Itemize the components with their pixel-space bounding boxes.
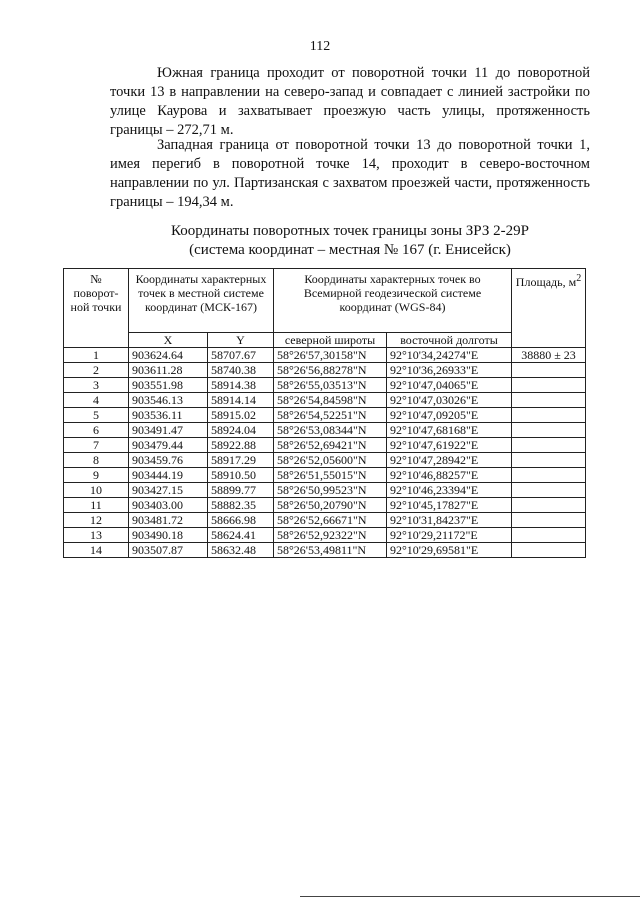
point-number-cell: 10 [64, 483, 129, 498]
header-area [512, 269, 586, 348]
y-cell: 58740.38 [208, 363, 274, 378]
table-row [64, 543, 586, 558]
header-wgs-coordinates: Координаты характерных точек во Всемирной геодезической системе координат (WGS-84) [274, 269, 512, 333]
x-cell: 903459.76 [129, 453, 208, 468]
x-cell: 903551.98 [129, 378, 208, 393]
header-point-number: № поворот- ной точки [64, 269, 129, 348]
y-cell: 58924.04 [208, 423, 274, 438]
area-cell [512, 528, 586, 543]
longitude-cell: 92°10'29,21172"E [387, 528, 512, 543]
area-cell: 38880 ± 23 [512, 348, 586, 363]
latitude-cell: 58°26'56,88278"N [274, 363, 387, 378]
point-number-cell: 6 [64, 423, 129, 438]
area-cell [512, 423, 586, 438]
longitude-cell: 92°10'34,24274"E [387, 348, 512, 363]
point-number-cell: 5 [64, 408, 129, 423]
area-cell [512, 453, 586, 468]
table-row [64, 468, 586, 483]
table-row [64, 498, 586, 513]
y-cell: 58910.50 [208, 468, 274, 483]
point-number-cell: 12 [64, 513, 129, 528]
area-cell [512, 363, 586, 378]
point-number-cell: 1 [64, 348, 129, 363]
latitude-cell: 58°26'53,08344"N [274, 423, 387, 438]
longitude-cell: 92°10'47,04065"E [387, 378, 512, 393]
page-number: 112 [309, 39, 331, 54]
y-cell: 58707.67 [208, 348, 274, 363]
table-row [64, 513, 586, 528]
latitude-cell: 58°26'50,20790"N [274, 498, 387, 513]
x-cell: 903624.64 [129, 348, 208, 363]
longitude-cell: 92°10'46,88257"E [387, 468, 512, 483]
point-number-cell: 14 [64, 543, 129, 558]
header-x: X [129, 333, 208, 348]
footer-line [300, 896, 640, 897]
area-cell [512, 438, 586, 453]
latitude-cell: 58°26'52,05600"N [274, 453, 387, 468]
area-cell [512, 483, 586, 498]
table-title-line2: (система координат – местная № 167 (г. Енисейск) [189, 242, 511, 258]
table-row [64, 363, 586, 378]
x-cell: 903444.19 [129, 468, 208, 483]
header-local-coordinates: Координаты характерных точек в местной системе координат (МСК-167) [129, 269, 274, 333]
longitude-cell: 92°10'47,09205"E [387, 408, 512, 423]
header-area-sup: 2 [576, 273, 582, 284]
x-cell: 903507.87 [129, 543, 208, 558]
paragraph-south-boundary: Южная граница проходит от поворотной точки 11 до поворотной точки 13 в направлении на северо-запад и совпадает с линией застройки по улице Каурова и захватывает проезжую часть улицы, протяженность границы – 272,71 м. [110, 65, 590, 138]
point-number-cell: 9 [64, 468, 129, 483]
header-y: Y [208, 333, 274, 348]
area-cell [512, 378, 586, 393]
point-number-cell: 2 [64, 363, 129, 378]
latitude-cell: 58°26'52,69421"N [274, 438, 387, 453]
latitude-cell: 58°26'50,99523"N [274, 483, 387, 498]
longitude-cell: 92°10'31,84237"E [387, 513, 512, 528]
point-number-cell: 3 [64, 378, 129, 393]
longitude-cell: 92°10'36,26933"E [387, 363, 512, 378]
paragraph-west-boundary: Западная граница от поворотной точки 13 до поворотной точки 1, имея перегиб в поворотной точке 14, проходит в северо-восточном направлении по ул. Партизанская с захватом проезжей части, протяженность границы – 194,34 м. [110, 137, 590, 210]
coordinates-table [63, 268, 586, 558]
point-number-cell: 7 [64, 438, 129, 453]
header-area-label: Площадь, м [515, 275, 577, 289]
table-title [110, 222, 590, 260]
point-number-cell: 4 [64, 393, 129, 408]
x-cell: 903490.18 [129, 528, 208, 543]
longitude-cell: 92°10'47,68168"E [387, 423, 512, 438]
x-cell: 903403.00 [129, 498, 208, 513]
table-row [64, 408, 586, 423]
x-cell: 903427.15 [129, 483, 208, 498]
table-row [64, 453, 586, 468]
longitude-cell: 92°10'47,28942"E [387, 453, 512, 468]
y-cell: 58917.29 [208, 453, 274, 468]
table-row [64, 483, 586, 498]
area-cell [512, 498, 586, 513]
area-cell [512, 408, 586, 423]
latitude-cell: 58°26'52,92322"N [274, 528, 387, 543]
table-row [64, 348, 586, 363]
latitude-cell: 58°26'51,55015"N [274, 468, 387, 483]
latitude-cell: 58°26'55,03513"N [274, 378, 387, 393]
longitude-cell: 92°10'45,17827"E [387, 498, 512, 513]
table-title-line1: Координаты поворотных точек границы зоны ЗРЗ 2-29Р [171, 223, 529, 239]
table-row [64, 378, 586, 393]
y-cell: 58632.48 [208, 543, 274, 558]
area-cell [512, 513, 586, 528]
longitude-cell: 92°10'47,03026"E [387, 393, 512, 408]
latitude-cell: 58°26'53,49811"N [274, 543, 387, 558]
y-cell: 58882.35 [208, 498, 274, 513]
table-row [64, 528, 586, 543]
x-cell: 903479.44 [129, 438, 208, 453]
y-cell: 58666.98 [208, 513, 274, 528]
x-cell: 903481.72 [129, 513, 208, 528]
latitude-cell: 58°26'54,84598"N [274, 393, 387, 408]
table-body [64, 348, 586, 558]
table-row [64, 438, 586, 453]
header-latitude: северной широты [274, 333, 387, 348]
area-cell [512, 393, 586, 408]
area-cell [512, 543, 586, 558]
y-cell: 58624.41 [208, 528, 274, 543]
latitude-cell: 58°26'57,30158"N [274, 348, 387, 363]
point-number-cell: 11 [64, 498, 129, 513]
table-row [64, 393, 586, 408]
y-cell: 58915.02 [208, 408, 274, 423]
y-cell: 58922.88 [208, 438, 274, 453]
y-cell: 58914.14 [208, 393, 274, 408]
point-number-cell: 8 [64, 453, 129, 468]
latitude-cell: 58°26'54,52251"N [274, 408, 387, 423]
y-cell: 58914.38 [208, 378, 274, 393]
longitude-cell: 92°10'29,69581"E [387, 543, 512, 558]
header-longitude: восточной долготы [387, 333, 512, 348]
x-cell: 903536.11 [129, 408, 208, 423]
x-cell: 903546.13 [129, 393, 208, 408]
table-header [64, 269, 586, 348]
point-number-cell: 13 [64, 528, 129, 543]
longitude-cell: 92°10'47,61922"E [387, 438, 512, 453]
longitude-cell: 92°10'46,23394"E [387, 483, 512, 498]
y-cell: 58899.77 [208, 483, 274, 498]
area-cell [512, 468, 586, 483]
latitude-cell: 58°26'52,66671"N [274, 513, 387, 528]
x-cell: 903491.47 [129, 423, 208, 438]
table-row [64, 423, 586, 438]
x-cell: 903611.28 [129, 363, 208, 378]
